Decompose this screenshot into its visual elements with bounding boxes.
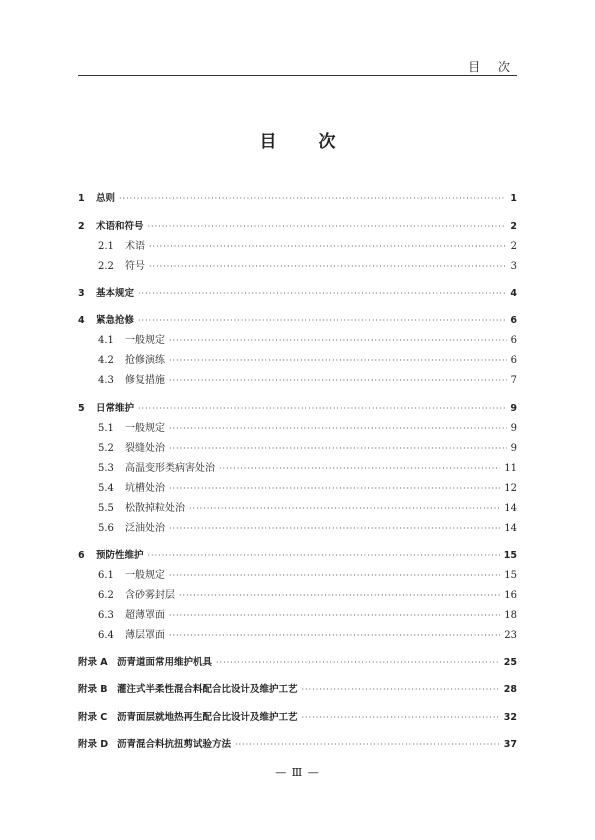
- toc-entry[interactable]: [78, 609, 517, 623]
- toc-entry[interactable]: [78, 260, 517, 274]
- page-number-footer: — Ⅲ —: [275, 766, 320, 779]
- toc-entry[interactable]: [78, 522, 517, 536]
- toc-entry-title: 松散掉粒处治: [125, 503, 185, 514]
- toc-entry[interactable]: [78, 683, 517, 697]
- toc-entry[interactable]: [78, 502, 517, 516]
- toc-entry-page: 12: [504, 483, 517, 494]
- running-head: 目 次: [468, 60, 517, 74]
- toc-entry-page: 15: [504, 570, 517, 581]
- toc-entry[interactable]: [78, 462, 517, 476]
- toc-entry-number: 5.2: [98, 443, 114, 454]
- toc-entry-title: 日常维护: [96, 403, 135, 414]
- toc-entry-page: 1: [510, 193, 517, 204]
- toc-entry[interactable]: [78, 334, 517, 348]
- toc-entry-page: 2: [510, 241, 517, 252]
- toc-entry-title: 术语和符号: [96, 221, 144, 232]
- toc-entry-page: 6: [510, 355, 517, 366]
- toc-entry-page: 32: [503, 712, 517, 723]
- toc-leader-dots: [138, 287, 506, 301]
- toc-entry-title: 坑槽处治: [125, 483, 165, 494]
- toc-leader-dots: [169, 629, 500, 643]
- toc-entry[interactable]: [78, 192, 517, 206]
- toc-entry-number: 4.1: [98, 335, 114, 346]
- toc-entry[interactable]: [78, 569, 517, 583]
- toc-entry-page: 7: [510, 375, 517, 386]
- toc-entry-number: 2.2: [98, 261, 114, 272]
- toc-leader-dots: [235, 738, 500, 752]
- toc-entry-number: 5.4: [98, 483, 114, 494]
- toc-entry[interactable]: [78, 549, 517, 563]
- toc-entry-number: 5.6: [98, 523, 114, 534]
- toc-entry[interactable]: [78, 374, 517, 388]
- toc-entry-page: 14: [504, 523, 517, 534]
- toc-leader-dots: [169, 442, 507, 456]
- page-title: 目 次: [259, 132, 354, 152]
- toc-leader-dots: [169, 569, 500, 583]
- toc-entry-title: 一般规定: [125, 423, 165, 434]
- toc-entry-title: 沥青道面常用维护机具: [117, 657, 213, 668]
- toc-entry-title: 灌注式半柔性混合料配合比设计及维护工艺: [117, 684, 298, 695]
- toc-entry-title: 预防性维护: [96, 550, 144, 561]
- toc-leader-dots: [119, 192, 506, 206]
- toc-entry-title: 泛油处治: [125, 523, 165, 534]
- toc-leader-dots: [148, 220, 507, 234]
- toc-entry[interactable]: [78, 220, 517, 234]
- toc-entry-title: 一般规定: [125, 570, 165, 581]
- toc-entry[interactable]: [78, 711, 517, 725]
- toc-entry-page: 9: [510, 443, 517, 454]
- toc-entry-title: 含砂雾封层: [125, 590, 175, 601]
- toc-leader-dots: [169, 482, 500, 496]
- toc-entry-page: 25: [503, 657, 517, 668]
- toc-entry-number: 3: [78, 288, 85, 299]
- toc-leader-dots: [302, 711, 500, 725]
- toc-leader-dots: [138, 402, 506, 416]
- toc-entry-title: 一般规定: [125, 335, 165, 346]
- header-rule: [78, 75, 517, 76]
- toc-entry-page: 14: [504, 503, 517, 514]
- toc-entry-title: 术语: [125, 241, 145, 252]
- toc-entry-number: 6.1: [98, 570, 114, 581]
- toc-entry[interactable]: [78, 482, 517, 496]
- toc-leader-dots: [149, 260, 507, 274]
- toc-leader-dots: [138, 314, 506, 328]
- toc-entry-number: 4.2: [98, 355, 114, 366]
- toc-entry-number: 附录 B: [78, 684, 108, 695]
- toc-entry-page: 3: [510, 261, 517, 272]
- toc-entry-page: 6: [510, 335, 517, 346]
- toc-entry[interactable]: [78, 656, 517, 670]
- toc-entry-page: 9: [510, 403, 517, 414]
- toc-entry-number: 2: [78, 221, 85, 232]
- toc-leader-dots: [169, 609, 500, 623]
- toc-entry-page: 15: [503, 550, 517, 561]
- toc-entry-title: 紧急抢修: [96, 315, 135, 326]
- toc-entry-number: 附录 A: [78, 657, 108, 668]
- toc-leader-dots: [179, 589, 500, 603]
- toc-entry-title: 沥青面层就地热再生配合比设计及维护工艺: [117, 712, 298, 723]
- toc-leader-dots: [189, 502, 500, 516]
- toc-leader-dots: [216, 656, 500, 670]
- toc-entry[interactable]: [78, 422, 517, 436]
- toc-entry-number: 5.3: [98, 463, 114, 474]
- toc-entry[interactable]: [78, 287, 517, 301]
- toc-entry-number: 1: [78, 193, 85, 204]
- toc-entry[interactable]: [78, 314, 517, 328]
- toc-entry-page: 18: [504, 610, 517, 621]
- toc-entry[interactable]: [78, 442, 517, 456]
- toc-entry-page: 2: [510, 221, 517, 232]
- toc-leader-dots: [149, 240, 507, 254]
- toc-entry[interactable]: [78, 354, 517, 368]
- toc-entry[interactable]: [78, 240, 517, 254]
- toc-leader-dots: [169, 354, 507, 368]
- toc-leader-dots: [169, 374, 507, 388]
- toc-entry-title: 超薄罩面: [125, 610, 165, 621]
- toc-entry-number: 5.1: [98, 423, 114, 434]
- toc-entry-number: 4.3: [98, 375, 114, 386]
- toc-entry-title: 裂缝处治: [125, 443, 165, 454]
- toc-leader-dots: [148, 549, 500, 563]
- toc-entry-number: 2.1: [98, 241, 114, 252]
- toc-leader-dots: [169, 334, 507, 348]
- toc-entry[interactable]: [78, 738, 517, 752]
- toc-entry-title: 薄层罩面: [125, 630, 165, 641]
- toc-entry-number: 4: [78, 315, 85, 326]
- toc-entry-title: 高温变形类病害处治: [125, 463, 215, 474]
- toc-entry-number: 5: [78, 403, 85, 414]
- toc-entry-page: 16: [504, 590, 517, 601]
- toc-entry-title: 抢修演练: [125, 355, 165, 366]
- toc-entry[interactable]: [78, 589, 517, 603]
- toc-leader-dots: [219, 462, 500, 476]
- toc-entry-number: 5.5: [98, 503, 114, 514]
- toc-leader-dots: [302, 683, 500, 697]
- toc-entry-page: 28: [503, 684, 517, 695]
- toc-entry-title: 总则: [96, 193, 116, 204]
- toc-entry-number: 6: [78, 550, 85, 561]
- toc-entry[interactable]: [78, 629, 517, 643]
- toc-entry-number: 6.4: [98, 630, 114, 641]
- toc-entry-title: 基本规定: [96, 288, 135, 299]
- toc-entry-number: 6.3: [98, 610, 114, 621]
- toc-entry-page: 4: [510, 288, 517, 299]
- toc-leader-dots: [169, 522, 500, 536]
- toc-entry-title: 修复措施: [125, 375, 165, 386]
- toc-leader-dots: [169, 422, 507, 436]
- toc-entry-title: 符号: [125, 261, 145, 272]
- toc-entry-title: 沥青混合料抗扭剪试验方法: [117, 739, 232, 750]
- toc-entry-page: 11: [504, 463, 517, 474]
- toc-entry-page: 23: [504, 630, 517, 641]
- toc-entry-page: 6: [510, 315, 517, 326]
- toc-entry-page: 37: [503, 739, 517, 750]
- toc-entry-number: 附录 D: [78, 739, 109, 750]
- toc-entry[interactable]: [78, 402, 517, 416]
- toc-entry-number: 附录 C: [78, 712, 108, 723]
- toc-entry-number: 6.2: [98, 590, 114, 601]
- toc-entry-page: 9: [510, 423, 517, 434]
